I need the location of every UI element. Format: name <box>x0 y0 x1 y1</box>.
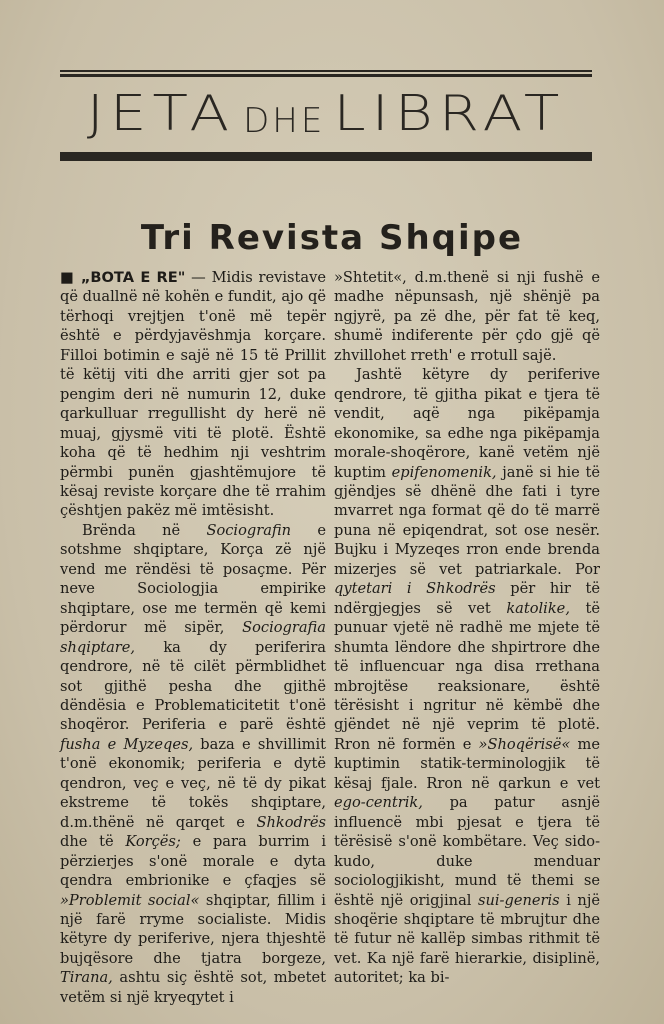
text-run: i një shoqërie shqiptare të mbrujtur dhe të futur në kallëp simbas rithmit të vet. Ka një farë hierarkie, disiplinë, autoritet; ka bi- <box>334 891 600 987</box>
article-title: Tri Revista Shqipe <box>140 218 524 258</box>
text-run: baza e shvillimit t'onë ekonomik; periferia e dytë qendron, veç e veç, në të dy pikat ekstreme të tokës shqiptare, d.m.thënë në qarqet e <box>60 735 326 831</box>
emphasis: »Problemit social« <box>60 891 200 909</box>
text-run: për hir të ndërgjegjes së vet <box>334 580 600 617</box>
text-run: ashtu siç është sot, mbetet vetëm si një kryeqytet i <box>60 969 326 1006</box>
emphasis: Tirana, <box>60 969 113 987</box>
text-run: janë si hie të gjëndjes së dhënë dhe fati i tyre mvarret nga format që do të marrë puna në epiqendrat, sot ose nesër. Bujku i Myzeqes rron ende brenda mizerjes së vet patriarkale. Por <box>334 463 600 578</box>
masthead-word-dhe: DHE <box>243 101 326 141</box>
text-run: pa patur asnjë influencë mbi pjesat e tjera të tërësisë s'onë kombëtare. Veç sido-kudo, duke menduar sociologjikisht, mund të themi se është një origjinal <box>334 794 600 909</box>
text-run: Jashtë këtyre dy periferive qendrore, të gjitha pikat e tjera të vendit, aqë nga pikëpamja ekonomike, sa edhe nga pikëpamja morale-shoqërore, kanë vetëm një kuptim <box>334 366 600 481</box>
text-run: me kuptimin statik-terminologjik të kësaj fjale. Rron në qarkun e vet <box>334 735 600 792</box>
text-run: të punuar vjetë në radhë me mjete të shumta lëndore dhe shpirtrore dhe të influencuar nga disa rrethana mbrojtëse reaksionare, është tërësisht i ngritur në këmbë dhe gjëndet në një veprim të plotë. Rron në formën e <box>334 599 600 753</box>
masthead-word-jeta: JETA <box>86 84 236 142</box>
paragraph <box>334 365 600 988</box>
paragraph-text: — Midis revistave që duallnë në kohën e fundit, ajo që tërhoqi vrejtjen t'onë më tepër është e përdyjavëshmja korçare. Filloi botimin e sajë në 15 të Prillit të këtij viti dhe arriti gjer sot pa pengim deri në numurin 12, duke qarkulluar rregullisht dy herë në muaj, gjysmë viti të plotë. Është koha që të hedhim nji veshtrim përmbi punën gjashtëmujore të kësaj reviste korçare dhe të rrahim çështjen pakëz më imtësisht. <box>60 269 326 520</box>
emphasis: »Shoqërisë« <box>478 735 571 753</box>
emphasis: sui-generis <box>478 891 560 909</box>
masthead-title <box>58 78 594 148</box>
emphasis: fusha e Myzeqes, <box>60 735 194 753</box>
emphasis: Shkodrës <box>256 813 326 831</box>
article-column-left <box>60 268 326 1007</box>
paragraph: »Shtetit«, d.m.thenë si nji fushë e madhe nëpunsash, një shënjë pa ngjyrë, pa zë dhe, për fat të keq, shumë indiferente për çdo gjë që zhvillohet rreth' e rrotull sajë. <box>334 269 600 364</box>
article-column-right <box>334 268 600 988</box>
text-run: dhe të <box>60 833 126 851</box>
masthead-top-rule-thick <box>60 74 592 77</box>
emphasis: Sociografin <box>206 521 292 539</box>
paragraph <box>60 268 326 521</box>
paragraph <box>60 521 326 1007</box>
emphasis: epifenomenik, <box>391 463 497 481</box>
text-run: shqiptar, fillim i një farë rryme socialiste. Midis këtyre dy periferive, njera thjeshtë bujqësore dhe tjatra borgeze, <box>60 891 326 967</box>
emphasis: qytetari i Shkodrës <box>334 580 496 598</box>
masthead-top-rule-thin <box>60 70 592 72</box>
text-run: e para burrim i përzierjes s'onë morale e dyta qendra embrionike e çfaqjes së <box>60 833 326 890</box>
text-run: Brënda në <box>82 521 207 539</box>
emphasis: ego-centrik, <box>334 794 423 812</box>
masthead-bottom-rule <box>60 152 592 161</box>
masthead-word-librat: LIBRAT <box>333 84 566 142</box>
section-lead: „BOTA E RE" <box>80 269 186 286</box>
emphasis: Sociografia shqiptare, <box>60 619 326 656</box>
text-run: e sotshme shqiptare, Korça zë një vend me rëndësi të posaçme. Për neve Sociologjia empirike shqiptare, ose me termën që kemi përdorur më sipër, <box>60 521 327 637</box>
emphasis: Korçës; <box>125 833 181 851</box>
bullet-square-icon: ■ <box>60 269 75 286</box>
text-run: ka dy periferira qendrore, në të cilët përmblidhet sot gjithë pesha dhe gjithë dëndësia e Problematicitetit t'onë shoqëror. Periferia e parë është <box>60 638 326 734</box>
emphasis: katolike, <box>506 599 570 617</box>
